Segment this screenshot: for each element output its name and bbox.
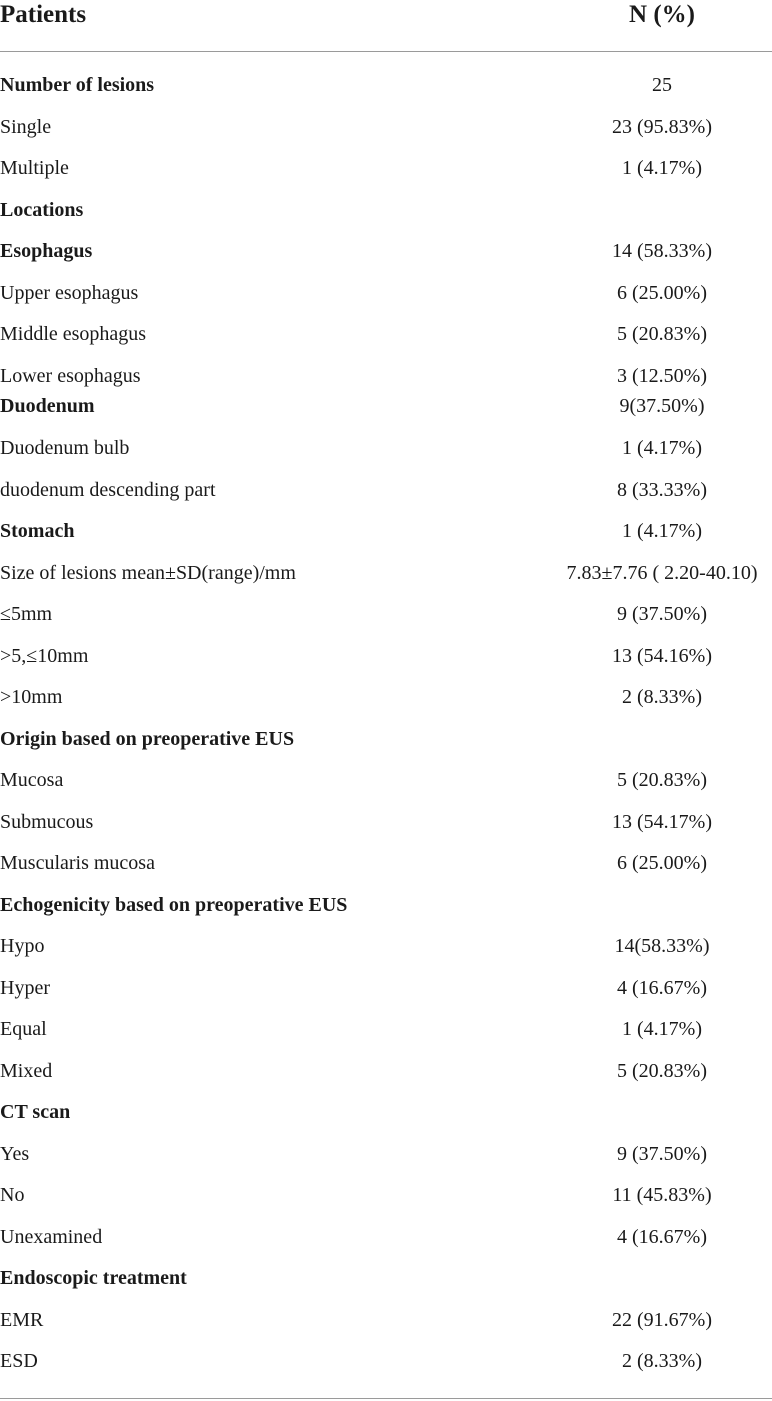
row-label: EMR <box>0 1309 44 1331</box>
row-label: Muscularis mucosa <box>0 852 155 874</box>
row-value: 5 (20.83%) <box>617 323 707 345</box>
row-value: 6 (25.00%) <box>617 852 707 874</box>
row-value: 4 (16.67%) <box>617 1226 707 1248</box>
row-label: Middle esophagus <box>0 323 147 345</box>
table-row <box>0 148 772 190</box>
row-value: 1 (4.17%) <box>622 437 702 459</box>
table-row <box>0 1092 772 1134</box>
row-value: 2 (8.33%) <box>622 686 702 708</box>
table-row <box>0 386 772 428</box>
row-value: 25 <box>652 74 672 96</box>
row-label: Yes <box>0 1143 30 1165</box>
row-value: 9 (37.50%) <box>617 603 707 625</box>
table-row <box>0 926 772 968</box>
row-label: Origin based on preoperative EUS <box>0 728 295 750</box>
table-header <box>0 0 772 52</box>
row-label: >5,≤10mm <box>0 645 89 667</box>
row-label: Locations <box>0 199 84 221</box>
row-label: Multiple <box>0 157 69 179</box>
row-label: Esophagus <box>0 240 93 262</box>
row-value: 5 (20.83%) <box>617 1060 707 1082</box>
table-row <box>0 802 772 844</box>
row-label: CT scan <box>0 1101 71 1123</box>
table-row <box>0 1258 772 1300</box>
row-value: 14 (58.33%) <box>612 240 712 262</box>
row-label: Unexamined <box>0 1226 103 1248</box>
row-label: ESD <box>0 1350 38 1372</box>
table-row <box>0 1051 772 1093</box>
row-label: Number of lesions <box>0 74 155 96</box>
row-label: Submucous <box>0 811 94 833</box>
table-row <box>0 273 772 315</box>
table-row <box>0 1175 772 1217</box>
table-row <box>0 511 772 553</box>
row-value: 7.83±7.76 ( 2.20-40.10) <box>566 562 758 584</box>
table-row <box>0 760 772 802</box>
table-row <box>0 1300 772 1342</box>
row-label: Duodenum <box>0 395 95 417</box>
row-label: Size of lesions mean±SD(range)/mm <box>0 562 296 584</box>
row-value: 2 (8.33%) <box>622 1350 702 1372</box>
row-label: Hypo <box>0 935 45 957</box>
table-row <box>0 107 772 149</box>
table-row <box>0 677 772 719</box>
row-label: Mixed <box>0 1060 53 1082</box>
row-value: 5 (20.83%) <box>617 769 707 791</box>
row-label: Upper esophagus <box>0 282 139 304</box>
row-value: 23 (95.83%) <box>612 116 712 138</box>
row-label: Duodenum bulb <box>0 437 130 459</box>
table-row <box>0 553 772 595</box>
table-row <box>0 428 772 470</box>
table-row <box>0 719 772 761</box>
row-label: Lower esophagus <box>0 365 141 387</box>
table-row <box>0 470 772 512</box>
table-row <box>0 1217 772 1259</box>
row-value: 14(58.33%) <box>614 935 710 957</box>
row-value: 13 (54.16%) <box>612 645 712 667</box>
header-n-percent: N (%) <box>629 1 695 28</box>
row-label: Echogenicity based on preoperative EUS <box>0 894 348 916</box>
table-row <box>0 65 772 107</box>
row-value: 13 (54.17%) <box>612 811 712 833</box>
table-row <box>0 968 772 1010</box>
row-label: Single <box>0 116 52 138</box>
row-value: 1 (4.17%) <box>622 157 702 179</box>
row-value: 4 (16.67%) <box>617 977 707 999</box>
row-value: 6 (25.00%) <box>617 282 707 304</box>
table-row <box>0 314 772 356</box>
table-row <box>0 1134 772 1176</box>
row-value: 1 (4.17%) <box>622 520 702 542</box>
row-value: 11 (45.83%) <box>612 1184 712 1206</box>
row-value: 3 (12.50%) <box>617 365 707 387</box>
row-label: Equal <box>0 1018 47 1040</box>
table-row <box>0 190 772 232</box>
row-value: 9(37.50%) <box>619 395 705 417</box>
row-label: Endoscopic treatment <box>0 1267 187 1289</box>
table-row <box>0 594 772 636</box>
row-label: No <box>0 1184 25 1206</box>
row-label: >10mm <box>0 686 63 708</box>
bottom-rule <box>0 1398 772 1399</box>
row-label: ≤5mm <box>0 603 53 625</box>
table-row <box>0 636 772 678</box>
table-row <box>0 231 772 273</box>
table-row <box>0 843 772 885</box>
row-label: duodenum descending part <box>0 479 216 501</box>
row-value: 1 (4.17%) <box>622 1018 702 1040</box>
table-row <box>0 885 772 927</box>
table-row <box>0 1009 772 1051</box>
header-patients: Patients <box>0 1 87 28</box>
row-label: Stomach <box>0 520 75 542</box>
row-label: Mucosa <box>0 769 64 791</box>
row-value: 9 (37.50%) <box>617 1143 707 1165</box>
row-label: Hyper <box>0 977 50 999</box>
row-value: 22 (91.67%) <box>612 1309 712 1331</box>
row-value: 8 (33.33%) <box>617 479 707 501</box>
table-row <box>0 1341 772 1383</box>
